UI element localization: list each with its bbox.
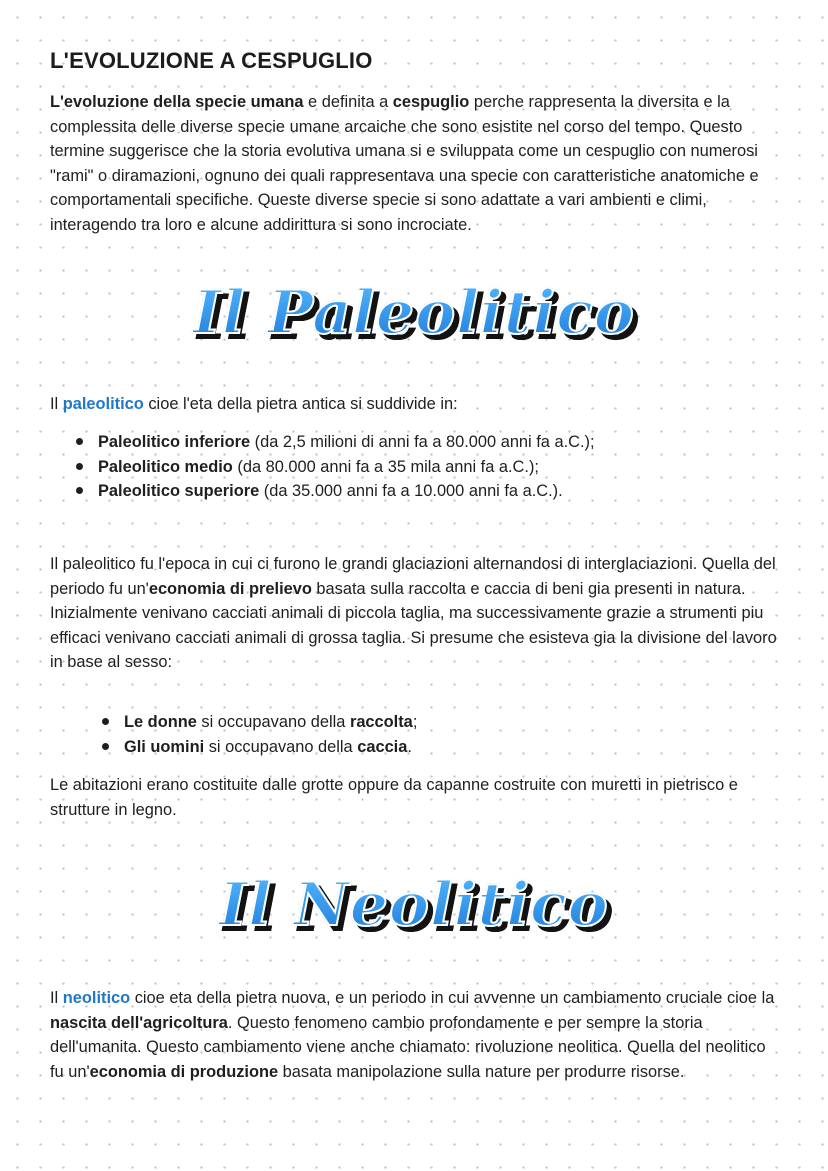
list-item: Paleolitico inferiore (da 2,5 milioni di anni fa a 80.000 anni fa a.C.); — [72, 430, 595, 455]
roles-list — [98, 710, 417, 759]
list-item: Paleolitico medio (da 80.000 anni fa a 35 mila anni fa a.C.); — [72, 455, 595, 480]
intro-text-1: e definita a — [303, 93, 393, 111]
keyword-paleolitico: paleolitico — [62, 395, 144, 413]
intro-bold-1: L'evoluzione della specie umana — [50, 93, 304, 111]
intro-text-2: perche rappresenta la diversita e la complessita delle diverse specie umane arcaiche che sono esistite nel corso del tempo. Questo termine suggerisce che la storia evolutiva umana si e sviluppata come un cespuglio con numerosi "rami" o diramazioni, ognuno dei quali rappresentava una specie con caratteristiche anatomiche e comportamentali specifiche. Queste diverse specie si sono adattate a vari ambienti e climi, interagendo tra loro e alcune addirittura si sono incrociate. — [50, 93, 759, 234]
bullet-icon — [76, 438, 83, 445]
bullet-icon — [102, 743, 109, 750]
heading-paleolitico: Il Paleolitico — [0, 278, 828, 348]
list-item: Paleolitico superiore (da 35.000 anni fa a 10.000 anni fa a.C.). — [72, 479, 595, 504]
page-title: L'EVOLUZIONE A CESPUGLIO — [50, 48, 373, 73]
keyword-agricoltura: nascita dell'agricoltura — [50, 1013, 228, 1032]
list-item: Gli uomini si occupavano della caccia. — [98, 735, 417, 760]
keyword-economia-prelievo: economia di prelievo — [148, 579, 312, 598]
keyword-economia-produzione: economia di produzione — [89, 1062, 279, 1081]
neolitico-paragraph: Il neolitico cioe eta della pietra nuova, e un periodo in cui avvenne un cambiamento cruciale cioe la nascita dell'agricoltura. Questo fenomeno cambio profondamente e per sempre la storia dell'umanita. Questo cambiamento viene anche chiamato: rivoluzione neolitica. Quella del neolitico fu un'economia di produzione basata manipolazione sulla nature per produrre risorse. — [50, 989, 775, 1081]
bullet-icon — [102, 718, 109, 725]
paleolitico-paragraph: Il paleolitico fu l'epoca in cui ci furono le grandi glaciazioni alternandosi di interglaciazioni. Quella del periodo fu un'economia di prelievo basata sulla raccolta e caccia di beni gia presenti in natura. Inizialmente venivano cacciati animali di piccola taglia, ma successivamente grazie a strumenti piu efficaci venivano cacciati animali di grossa taglia. Si presume che esisteva gia la divisione del lavoro in base al sesso: — [50, 555, 777, 671]
bullet-icon — [76, 463, 83, 470]
intro-paragraph — [50, 90, 780, 237]
intro-bold-2: cespuglio — [392, 93, 470, 111]
periods-list — [72, 430, 595, 504]
list-item: Le donne si occupavano della raccolta; — [98, 710, 417, 735]
heading-neolitico: Il Neolitico — [0, 870, 828, 940]
abitazioni-paragraph: Le abitazioni erano costituite dalle grotte oppure da capanne costruite con muretti in pietrisco e strutture in legno. — [50, 776, 738, 819]
bullet-icon — [76, 487, 83, 494]
keyword-neolitico: neolitico — [62, 989, 131, 1007]
paleolitico-intro: Il paleolitico cioe l'eta della pietra antica si suddivide in: — [50, 395, 458, 413]
